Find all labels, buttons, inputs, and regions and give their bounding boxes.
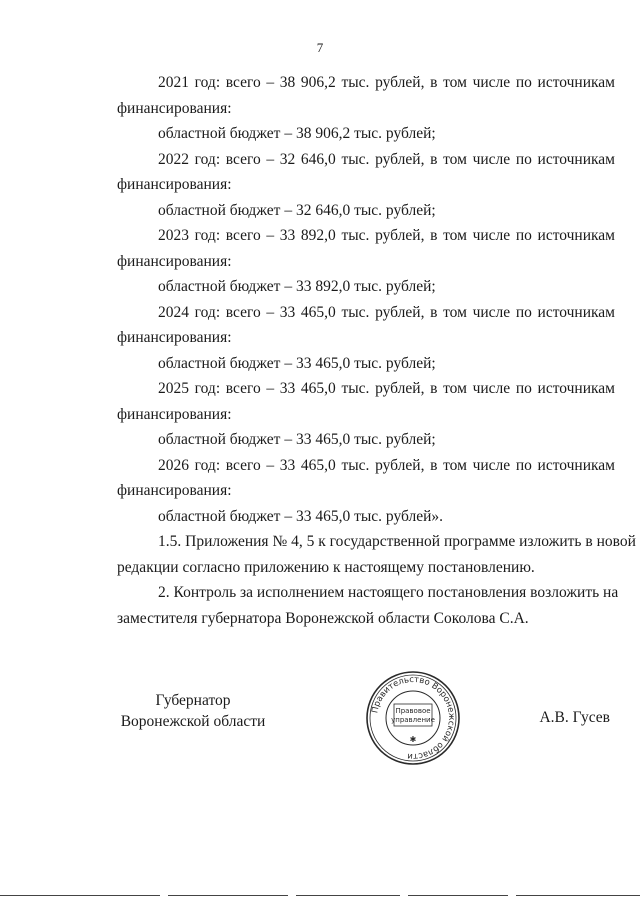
body-line: 2025 год: всего – 33 465,0 тыс. рублей, в том числе по источникам — [158, 380, 615, 397]
body-line: 2023 год: всего – 33 892,0 тыс. рублей, в том числе по источникам — [158, 227, 615, 244]
body-line: областной бюджет – 32 646,0 тыс. рублей; — [158, 201, 436, 219]
body-line: 2024 год: всего – 33 465,0 тыс. рублей, в том числе по источникам — [158, 303, 615, 321]
body-line: финансирования: — [117, 252, 232, 270]
document-body — [117, 70, 636, 631]
seal-star-icon: ✱ — [409, 735, 417, 744]
body-line: 2022 год: всего – 32 646,0 тыс. рублей, в том числе по источникам — [158, 150, 615, 168]
body-line: 1.5. Приложения № 4, 5 к государственной программе изложить в новой — [158, 533, 636, 550]
body-line: заместителя губернатора Воронежской области Соколова С.А. — [117, 609, 529, 627]
footer-rule — [0, 895, 640, 899]
body-line: 2. Контроль за исполнением настоящего постановления возложить на — [158, 584, 619, 601]
body-line: областной бюджет – 33 465,0 тыс. рублей; — [158, 354, 436, 372]
body-line: редакции согласно приложению к настоящему постановлению. — [117, 558, 535, 576]
body-line: финансирования: — [117, 176, 232, 193]
signatory-title-line2: Воронежской области — [120, 713, 266, 730]
body-line: 2021 год: всего – 38 906,2 тыс. рублей, в том числе по источникам — [158, 74, 615, 91]
signatory-title — [120, 690, 266, 732]
seal-center-line1: Правовое — [395, 707, 431, 715]
signatory-name: А.В. Гусев — [539, 709, 610, 726]
body-line: финансирования: — [117, 329, 232, 346]
page-number: 7 — [316, 40, 324, 55]
body-line: финансирования: — [117, 482, 232, 499]
body-line: финансирования: — [117, 405, 232, 423]
body-line: финансирования: — [117, 99, 232, 117]
body-line: областной бюджет – 38 906,2 тыс. рублей; — [158, 125, 436, 142]
seal-ring-text: Правительство Воронежской области — [370, 674, 457, 762]
body-line: 2026 год: всего – 33 465,0 тыс. рублей, в том числе по источникам — [158, 456, 615, 474]
official-seal — [363, 668, 463, 768]
body-line: областной бюджет – 33 465,0 тыс. рублей». — [158, 507, 444, 525]
body-line: областной бюджет – 33 465,0 тыс. рублей; — [158, 431, 436, 448]
body-line: областной бюджет – 33 892,0 тыс. рублей; — [158, 278, 436, 295]
signatory-title-line1: Губернатор — [155, 692, 231, 709]
seal-center-line2: управление — [391, 716, 435, 724]
